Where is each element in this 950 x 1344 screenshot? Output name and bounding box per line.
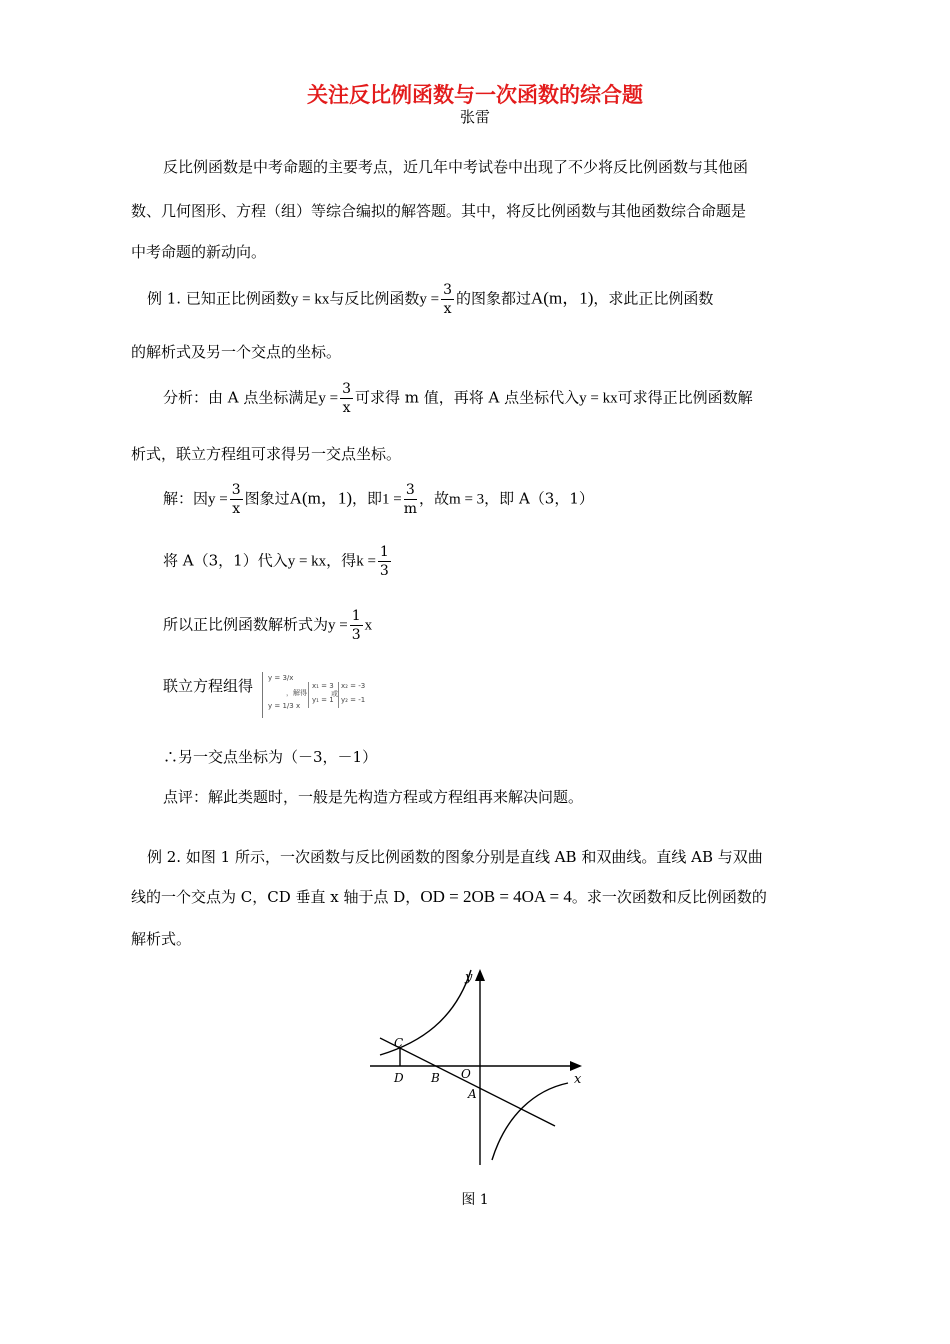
solution-fraction-third: [350, 609, 363, 642]
example-2-line-2: [131, 887, 767, 907]
ex2-equation: OD = 2OB = 4OA = 4: [420, 887, 572, 906]
ex1-y-lhs: y =: [419, 291, 440, 308]
fraction-denominator: 3: [379, 563, 389, 579]
analysis-line-2: 析式，联立方程组可求得另一交点坐标。: [131, 445, 402, 463]
system-sol-y1: y₁ = 1: [312, 696, 334, 704]
solution-step-1: [163, 483, 594, 516]
solution-step-4: 联立方程组得: [163, 677, 254, 695]
solution-fraction-1: [230, 483, 243, 516]
solution-eq: y = kx: [287, 553, 327, 570]
label-a: A: [468, 1087, 477, 1101]
fraction-denominator: x: [342, 400, 351, 416]
ex1-point-a: A(m，1): [531, 288, 594, 308]
example-1-line-2: 的解析式及另一个交点的坐标。: [131, 343, 342, 361]
ex2-text-1: 如图 1 所示，一次函数与反比例函数的图象分别是直线 AB 和双曲线。直线 AB 与双曲: [185, 848, 763, 866]
page-title: 关注反比例函数与一次函数的综合题: [307, 83, 643, 107]
system-sol-x2: x₂ = -3: [341, 682, 366, 690]
equation-system: [262, 672, 366, 722]
ex1-text-3: 的图象都过: [456, 289, 532, 308]
fraction-denominator: 3: [351, 627, 361, 643]
analysis-text-3: 可求得正比例函数解: [617, 388, 753, 407]
solution-text: ，故: [419, 489, 450, 508]
system-row-1: y = 3/x: [268, 674, 294, 682]
fraction-numerator: 3: [231, 482, 241, 498]
system-row-2: y = 1/3 x: [268, 702, 301, 710]
ex1-text-4: ，求此正比例函数: [593, 289, 714, 308]
label-o: O: [461, 1067, 471, 1081]
figure-caption: 图 1: [461, 1192, 489, 1208]
line-ab: [380, 1038, 555, 1126]
figure-1-graph: [370, 965, 590, 1165]
fraction-numerator: 1: [351, 608, 361, 624]
solution-text: 解：因: [163, 489, 209, 508]
example-2-line-3: 解析式。: [131, 930, 192, 948]
solution-k-lhs: k =: [356, 553, 376, 570]
fraction-numerator: 3: [405, 482, 415, 498]
ex2-text-2b: 。求一次函数和反比例函数的: [571, 888, 767, 906]
system-sol-y2: y₂ = -1: [341, 696, 366, 704]
label-y: y: [465, 970, 473, 985]
example-2-line-1: [147, 847, 763, 867]
fraction-denominator: x: [232, 501, 241, 517]
system-solve-label: ，解得: [286, 689, 307, 697]
fraction-numerator: 3: [342, 381, 352, 397]
solution-step-3: [163, 609, 372, 642]
solution-fraction-k: [378, 545, 391, 578]
solution-comment: 点评：解此类题时，一般是先构造方程或方程组再来解决问题。: [163, 788, 584, 806]
label-x: x: [574, 1072, 582, 1087]
ex1-eq-direct: y = kx: [290, 291, 330, 308]
solution-step-2: [163, 545, 393, 578]
label-c: C: [394, 1036, 404, 1050]
y-axis-arrow-icon: [475, 969, 485, 981]
analysis-text-1: 分析：由 A 点坐标满足: [163, 388, 319, 407]
author-name: 张雷: [459, 108, 490, 126]
fraction-denominator: x: [443, 301, 452, 317]
example-1-line-1: [147, 283, 713, 316]
ex2-text-2a: 线的一个交点为 C，CD 垂直 x 轴于点 D，: [131, 888, 421, 906]
solution-text: 图象过: [244, 489, 290, 508]
analysis-fraction: [340, 382, 353, 415]
system-brace: [262, 672, 267, 718]
solution-brace-1: [308, 682, 311, 708]
intro-line-2: 数、几何图形、方程（组）等综合编拟的解答题。其中，将反比例函数与其他函数综合命题是: [131, 202, 747, 220]
solution-y-lhs: y =: [328, 617, 348, 634]
solution-point-a: A(m，1): [289, 488, 352, 508]
solution-lhs: 1 =: [382, 491, 402, 508]
x-axis-arrow-icon: [570, 1061, 582, 1071]
fraction-denominator: m: [403, 501, 418, 517]
intro-line-3: 中考命题的新动向。: [131, 243, 267, 261]
label-b: B: [431, 1071, 440, 1085]
analysis-eq: y = kx: [579, 390, 618, 407]
solution-text: ，即: [352, 489, 383, 508]
system-sol-x1: x₁ = 3: [312, 682, 334, 690]
solution-m-value: m = 3: [449, 491, 485, 508]
fraction-numerator: 3: [443, 282, 453, 298]
solution-x: x: [364, 617, 373, 634]
system-or: 或: [331, 690, 338, 698]
solution-text: 将 A（3，1）代入: [163, 551, 288, 570]
solution-text: ，即 A（3，1）: [484, 489, 594, 508]
solution-text: ，得: [326, 551, 357, 570]
solution-y-lhs: y =: [208, 491, 228, 508]
ex1-fraction: [441, 283, 454, 316]
analysis-text-2: 可求得 m 值，再将 A 点坐标代入: [355, 388, 580, 407]
intro-line-1: 反比例函数是中考命题的主要考点，近几年中考试卷中出现了不少将反比例函数与其他函: [163, 158, 749, 176]
ex1-text-1: 已知正比例函数: [185, 289, 291, 308]
solution-conclusion: ∴另一交点坐标为（－3，－1）: [163, 748, 378, 766]
analysis-line-1: [163, 382, 753, 415]
solution-text: 所以正比例函数解析式为: [163, 615, 329, 634]
solution-fraction-2: [404, 483, 417, 516]
fraction-numerator: 1: [379, 544, 389, 560]
label-d: D: [394, 1071, 404, 1085]
analysis-y-lhs: y =: [318, 390, 339, 407]
hyperbola-branch-lower-right: [492, 1083, 568, 1160]
ex1-text-2: 与反比例函数: [329, 289, 420, 308]
example-2-label: 例 2.: [147, 848, 182, 866]
example-1-label: 例 1.: [147, 289, 182, 308]
